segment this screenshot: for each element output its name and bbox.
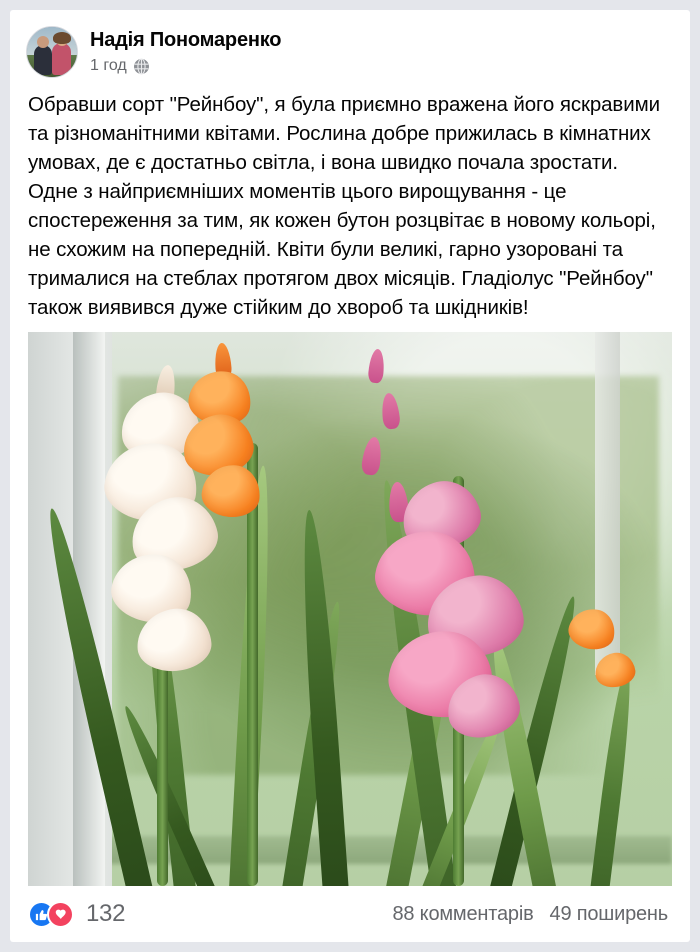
post-author-block xyxy=(90,26,281,76)
post-card xyxy=(10,10,690,942)
engagement-counts xyxy=(392,903,668,926)
post-image-canvas xyxy=(28,332,672,886)
post-timestamp[interactable]: 1 год xyxy=(90,57,127,74)
reactions-summary[interactable] xyxy=(28,900,125,928)
post-text: Обравши сорт "Рейнбоу", я була приємно вражена його яскравими та різноманітними квітами. Рослина добре прижилась в кімнатних умовах, де є достатньо світла, і вона швидко почала зростати. Одне з найприємніших моментів цього вирощування - це спостереження за тим, як кожен бутон розцвітає в новому кольорі, не схожим на попередній. Квіти були великі, гарно узоровані та трималися на стеблах протягом двох місяців. Гладіолус "Рейнбоу" також виявився дуже стійким до хвороб та шкідників! xyxy=(28,93,666,319)
post-meta xyxy=(90,56,281,76)
reaction-icons xyxy=(28,901,74,928)
avatar[interactable] xyxy=(26,26,78,78)
avatar-person-right xyxy=(52,43,71,75)
post-footer xyxy=(10,886,690,942)
post-author-name[interactable]: Надія Пономаренко xyxy=(90,29,282,51)
post-header xyxy=(10,10,690,82)
post-image[interactable] xyxy=(28,332,672,886)
heart-icon xyxy=(47,901,74,928)
shares-count[interactable]: 49 поширень xyxy=(549,902,668,925)
avatar-person-left xyxy=(34,45,52,75)
globe-icon xyxy=(133,58,150,75)
comments-count[interactable]: 88 комментарів xyxy=(392,902,534,925)
reaction-count: 132 xyxy=(86,900,126,927)
